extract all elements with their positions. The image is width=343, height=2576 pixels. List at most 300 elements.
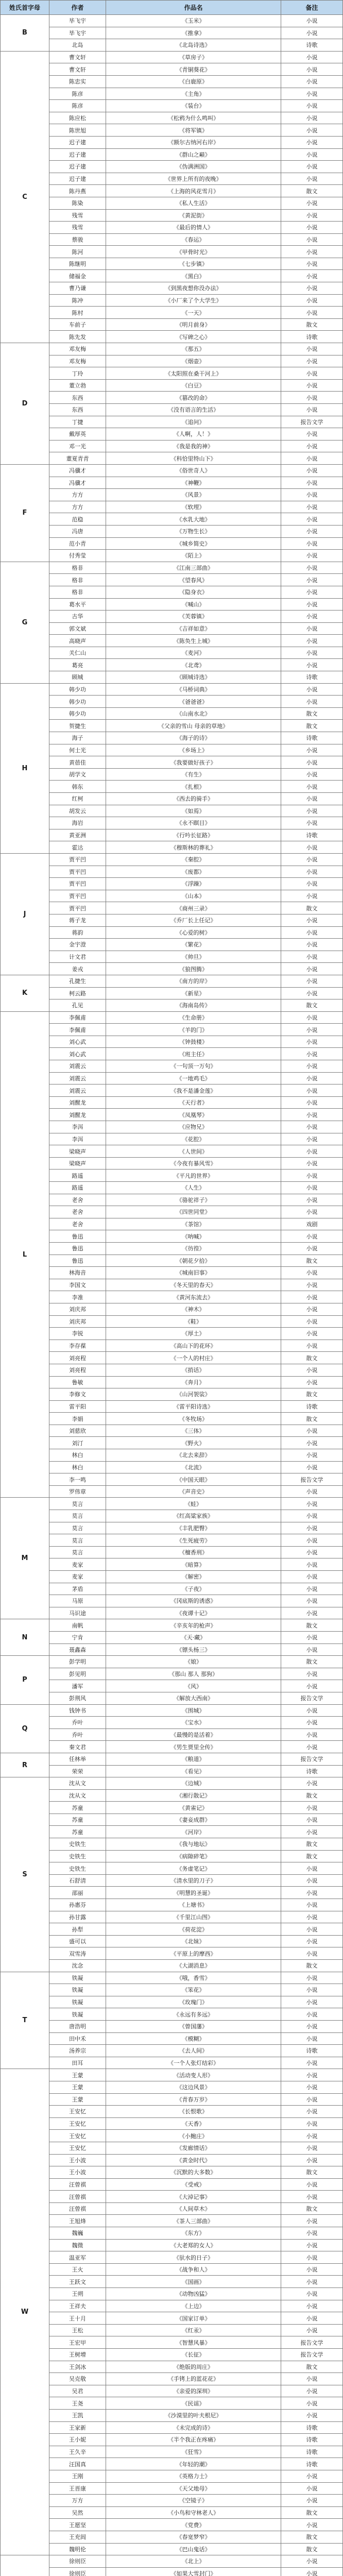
- table-row: [49, 854, 343, 866]
- author-cell: 吴克敬: [49, 2373, 106, 2385]
- author-cell: 王凯: [49, 2410, 106, 2422]
- author-cell: 王充闾: [49, 2531, 106, 2544]
- title-cell: 《群山之巅》: [106, 149, 281, 161]
- author-cell: 雷平阳: [49, 1401, 106, 1413]
- note-cell: 小说: [281, 659, 343, 671]
- note-cell: 小说: [281, 1522, 343, 1535]
- title-cell: 《春运》: [106, 234, 281, 246]
- author-cell: 东西: [49, 392, 106, 404]
- author-cell: 陈忠实: [49, 76, 106, 88]
- author-cell: 刘亮程: [49, 1364, 106, 1377]
- note-cell: 小说: [281, 1996, 343, 2009]
- group-rows: [49, 343, 343, 465]
- table-row: [49, 1121, 343, 1133]
- author-cell: 贾平凹: [49, 854, 106, 866]
- author-cell: 王小波: [49, 2166, 106, 2179]
- table-row: [49, 902, 343, 914]
- title-cell: 《钟鼓楼》: [106, 1036, 281, 1048]
- title-cell: 《万物生长》: [106, 526, 281, 538]
- table-row: [49, 574, 343, 586]
- initial-letter: G: [1, 562, 49, 684]
- author-cell: 王安忆: [49, 2142, 106, 2155]
- note-cell: 小说: [281, 1133, 343, 1146]
- author-cell: 汤养宗: [49, 2045, 106, 2057]
- initial-group: [1, 52, 343, 343]
- author-cell: 王刚: [49, 2470, 106, 2483]
- author-cell: 王愿坚: [49, 2519, 106, 2531]
- group-rows: [49, 562, 343, 684]
- author-cell: 老舍: [49, 1218, 106, 1231]
- note-cell: 小说: [281, 817, 343, 829]
- table-row: [49, 2251, 343, 2264]
- title-cell: 《如果大雪封门》: [106, 2568, 281, 2576]
- author-cell: 徐则臣: [49, 2555, 106, 2568]
- note-cell: 诗歌: [281, 829, 343, 842]
- note-cell: 诗歌: [281, 331, 343, 343]
- title-cell: 《大湖消息》: [106, 1960, 281, 1972]
- author-cell: 彭荆风: [49, 1692, 106, 1705]
- author-cell: 陈应松: [49, 112, 106, 125]
- note-cell: 小说: [281, 2373, 343, 2385]
- note-cell: 小说: [281, 2033, 343, 2045]
- table-row: [49, 2531, 343, 2544]
- table-row: [49, 2385, 343, 2398]
- author-cell: 北岛: [49, 39, 106, 52]
- note-cell: 小说: [281, 1729, 343, 1741]
- table-row: [49, 185, 343, 197]
- author-cell: 黄亚洲: [49, 829, 106, 842]
- author-cell: 荣荣: [49, 1766, 106, 1778]
- note-cell: 小说: [281, 513, 343, 526]
- title-cell: 《废都》: [106, 866, 281, 878]
- note-cell: 小说: [281, 769, 343, 781]
- group-rows: [49, 1619, 343, 1656]
- author-cell: 麦家: [49, 1571, 106, 1583]
- author-cell: 董夏青青: [49, 452, 106, 465]
- title-cell: 《玫瑰门》: [106, 1996, 281, 2009]
- title-cell: 《隐身衣》: [106, 586, 281, 599]
- table-row: [49, 2240, 343, 2252]
- author-cell: 海岩: [49, 817, 106, 829]
- author-cell: 邓友梅: [49, 343, 106, 355]
- author-cell: 刘汀: [49, 1437, 106, 1449]
- title-cell: 《松鸦为什么鸣叫》: [106, 112, 281, 125]
- table-row: [49, 428, 343, 440]
- author-cell: 路遥: [49, 1170, 106, 1182]
- author-cell: 史铁生: [49, 1838, 106, 1851]
- author-cell: 王安忆: [49, 2118, 106, 2130]
- title-cell: 《驮水的日子》: [106, 2251, 281, 2264]
- note-cell: 小说: [281, 124, 343, 137]
- table-row: [49, 1109, 343, 1121]
- table-row: [49, 1766, 343, 1778]
- author-cell: 邓友梅: [49, 355, 106, 368]
- note-cell: 小说: [281, 355, 343, 368]
- author-cell: 苏童: [49, 1814, 106, 1826]
- note-cell: 小说: [281, 258, 343, 270]
- note-cell: 小说: [281, 2057, 343, 2070]
- title-cell: 《天父地母》: [106, 2483, 281, 2495]
- table-header: [1, 1, 343, 15]
- title-cell: 《围城》: [106, 1705, 281, 1717]
- note-cell: 小说: [281, 2155, 343, 2167]
- note-cell: 小说: [281, 1206, 343, 1218]
- table-row: [49, 1182, 343, 1194]
- author-cell: 迟子建: [49, 149, 106, 161]
- initial-group: [1, 684, 343, 854]
- note-cell: 诗歌: [281, 2458, 343, 2470]
- table-row: [49, 1036, 343, 1048]
- table-row: [49, 1291, 343, 1303]
- table-row: [49, 1595, 343, 1607]
- author-cell: 石舒清: [49, 1875, 106, 1887]
- author-cell: 莫言: [49, 1534, 106, 1547]
- table-row: [49, 732, 343, 744]
- note-cell: 小说: [281, 805, 343, 818]
- title-cell: 《上海的风花雪月》: [106, 185, 281, 197]
- table-row: [49, 1571, 343, 1583]
- author-cell: 储福金: [49, 270, 106, 282]
- title-cell: 《永远有多远》: [106, 2008, 281, 2021]
- initial-letter: T: [1, 1972, 49, 2070]
- author-cell: 铁凝: [49, 1984, 106, 1996]
- author-cell: 曹乃谦: [49, 282, 106, 295]
- author-cell: 陈村: [49, 307, 106, 319]
- note-cell: 小说: [281, 562, 343, 574]
- note-cell: 小说: [281, 367, 343, 380]
- note-cell: 小说: [281, 623, 343, 635]
- title-cell: 《小鸟和守林老人》: [106, 2507, 281, 2519]
- title-cell: 《病隙碎笔》: [106, 1851, 281, 1863]
- title-cell: 《镖头杨三》: [106, 1644, 281, 1656]
- title-cell: 《白豆》: [106, 380, 281, 392]
- table-row: [49, 963, 343, 975]
- author-cell: 汪国真: [49, 2458, 106, 2470]
- author-cell: 温亚军: [49, 2251, 106, 2264]
- author-cell: 王十月: [49, 2312, 106, 2325]
- author-cell: 刘庆邦: [49, 1316, 106, 1328]
- author-cell: 老舍: [49, 1194, 106, 1207]
- table-row: [49, 1826, 343, 1838]
- note-cell: 报告文学: [281, 416, 343, 429]
- table-row: [49, 2336, 343, 2349]
- note-cell: 小说: [281, 197, 343, 210]
- note-cell: 散文: [281, 1388, 343, 1401]
- title-cell: 《陈奂生上城》: [106, 635, 281, 647]
- table-row: [49, 2361, 343, 2374]
- note-cell: 小说: [281, 2179, 343, 2191]
- title-cell: 《永不瞑目》: [106, 817, 281, 829]
- initial-group: [1, 343, 343, 465]
- author-cell: 贾平凹: [49, 866, 106, 878]
- author-cell: 莫言: [49, 1498, 106, 1510]
- table-row: [49, 696, 343, 708]
- note-cell: 小说: [281, 1705, 343, 1717]
- author-cell: 刘庆邦: [49, 1303, 106, 1316]
- title-cell: 《骆驼祥子》: [106, 1194, 281, 1207]
- author-cell: 唐浩明: [49, 2021, 106, 2033]
- table-row: [49, 2203, 343, 2215]
- author-cell: 吴然: [49, 2507, 106, 2519]
- group-rows: [49, 1498, 343, 1619]
- title-cell: 《顾城诗选》: [106, 671, 281, 684]
- table-row: [49, 1486, 343, 1498]
- table-row: [49, 720, 343, 732]
- author-cell: 邓一光: [49, 440, 106, 453]
- author-cell: 汪曾祺: [49, 2179, 106, 2191]
- author-cell: 刘震云: [49, 1084, 106, 1097]
- table-row: [49, 1984, 343, 1996]
- table-row: [49, 501, 343, 514]
- author-cell: 王小妮: [49, 2434, 106, 2446]
- title-cell: 《草房子》: [106, 52, 281, 64]
- author-cell: 李锐: [49, 1328, 106, 1340]
- table-row: [49, 2470, 343, 2483]
- table-row: [49, 1510, 343, 1522]
- title-cell: 《主角》: [106, 88, 281, 100]
- note-cell: 小说: [281, 914, 343, 927]
- table-row: [49, 331, 343, 343]
- initial-group: [1, 2555, 343, 2576]
- author-cell: 李存葆: [49, 1340, 106, 1352]
- author-cell: 贾平凹: [49, 902, 106, 914]
- author-cell: 丁玲: [49, 367, 106, 380]
- note-cell: 散文: [281, 902, 343, 914]
- author-cell: 潘军: [49, 1680, 106, 1692]
- table-row: [49, 635, 343, 647]
- table-row: [49, 1060, 343, 1073]
- table-row: [49, 1437, 343, 1449]
- table-row: [49, 1668, 343, 1681]
- table-row: [49, 2142, 343, 2155]
- author-cell: 王跃文: [49, 2276, 106, 2288]
- note-cell: 小说: [281, 2130, 343, 2142]
- note-cell: 报告文学: [281, 2336, 343, 2349]
- note-cell: 小说: [281, 963, 343, 975]
- author-cell: 茅盾: [49, 1583, 106, 1596]
- author-cell: 沈从文: [49, 1777, 106, 1790]
- table-row: [49, 282, 343, 295]
- title-cell: 《白鹿原》: [106, 76, 281, 88]
- author-cell: 彭学明: [49, 1656, 106, 1668]
- table-row: [49, 1097, 343, 1109]
- table-row: [49, 1607, 343, 1620]
- table-row: [49, 1547, 343, 1559]
- note-cell: 小说: [281, 1437, 343, 1449]
- table-row: [49, 2215, 343, 2227]
- note-cell: 小说: [281, 1097, 343, 1109]
- note-cell: 小说: [281, 1425, 343, 1437]
- title-cell: 《水乳大地》: [106, 513, 281, 526]
- author-cell: 王旭烽: [49, 2215, 106, 2227]
- author-cell: 鲁迅: [49, 1255, 106, 1267]
- note-cell: 小说: [281, 2008, 343, 2021]
- initial-group: [1, 1705, 343, 1753]
- table-row: [49, 76, 343, 88]
- author-cell: 胡发云: [49, 805, 106, 818]
- author-cell: 顾城: [49, 671, 106, 684]
- note-cell: 小说: [281, 2227, 343, 2240]
- note-cell: 小说: [281, 1121, 343, 1133]
- note-cell: 小说: [281, 1182, 343, 1194]
- author-cell: 刘震云: [49, 1060, 106, 1073]
- title-cell: 《陌上》: [106, 550, 281, 562]
- author-cell: 计文君: [49, 951, 106, 963]
- note-cell: 小说: [281, 2470, 343, 2483]
- initial-group: [1, 1777, 343, 1972]
- author-cell: 马原: [49, 1595, 106, 1607]
- author-cell: 冯唐: [49, 526, 106, 538]
- initial-group: [1, 975, 343, 1012]
- title-cell: 《宝水》: [106, 1717, 281, 1729]
- title-cell: 《智慧风暴》: [106, 2336, 281, 2349]
- table-row: [49, 2544, 343, 2556]
- author-cell: 林海音: [49, 1267, 106, 1279]
- author-cell: 冯骥才: [49, 465, 106, 477]
- note-cell: 小说: [281, 295, 343, 307]
- initial-letter: D: [1, 343, 49, 465]
- note-cell: 小说: [281, 2142, 343, 2155]
- note-cell: 报告文学: [281, 1692, 343, 1705]
- table-row: [49, 52, 343, 64]
- title-cell: 《亲爱的深圳》: [106, 2385, 281, 2398]
- table-row: [49, 1911, 343, 1924]
- author-cell: 乔叶: [49, 1729, 106, 1741]
- author-cell: 王朔: [49, 2288, 106, 2300]
- author-cell: 格非: [49, 574, 106, 586]
- author-cell: 铁凝: [49, 2008, 106, 2021]
- group-rows: [49, 854, 343, 975]
- note-cell: 散文: [281, 1413, 343, 1425]
- note-cell: 小说: [281, 173, 343, 185]
- header-title: 作品名: [106, 1, 281, 15]
- initial-letter: R: [1, 1753, 49, 1777]
- author-cell: 王晋康: [49, 2483, 106, 2495]
- author-cell: 乔叶: [49, 1717, 106, 1729]
- note-cell: 小说: [281, 1583, 343, 1596]
- title-cell: 《战争和人》: [106, 2264, 281, 2276]
- note-cell: 小说: [281, 1558, 343, 1571]
- title-cell: 《高山下的花环》: [106, 1340, 281, 1352]
- author-cell: 任林举: [49, 1753, 106, 1766]
- table-row: [49, 1947, 343, 1960]
- note-cell: 小说: [281, 599, 343, 611]
- title-cell: 《东方》: [106, 2227, 281, 2240]
- note-cell: 小说: [281, 2300, 343, 2313]
- title-cell: 《南方的岸》: [106, 975, 281, 988]
- note-cell: 小说: [281, 2240, 343, 2252]
- note-cell: 小说: [281, 234, 343, 246]
- author-cell: 范稳: [49, 513, 106, 526]
- title-cell: 《北鸢》: [106, 659, 281, 671]
- table-row: [49, 2483, 343, 2495]
- table-row: [49, 1012, 343, 1024]
- initial-letter: J: [1, 854, 49, 975]
- group-rows: [49, 2555, 343, 2576]
- author-cell: 贺捷生: [49, 720, 106, 732]
- group-rows: [49, 1012, 343, 1498]
- title-cell: 《追问》: [106, 416, 281, 429]
- title-cell: 《新星》: [106, 988, 281, 1000]
- group-rows: [49, 15, 343, 52]
- author-cell: 林白: [49, 1462, 106, 1474]
- note-cell: 散文: [281, 1960, 343, 1972]
- title-cell: 《小厂来了个大学生》: [106, 295, 281, 307]
- title-cell: 《务虚笔记》: [106, 1862, 281, 1875]
- title-cell: 《解放大西南》: [106, 1692, 281, 1705]
- title-cell: 《小鲍庄》: [106, 2130, 281, 2142]
- note-cell: 戏剧: [281, 1218, 343, 1231]
- author-cell: 陈彦: [49, 100, 106, 112]
- title-cell: 《心爱的树》: [106, 927, 281, 939]
- group-rows: [49, 1753, 343, 1777]
- table-row: [49, 1644, 343, 1656]
- title-cell: 《科恰里特山下》: [106, 452, 281, 465]
- table-row: [49, 2373, 343, 2385]
- title-cell: 《乡场上》: [106, 744, 281, 757]
- author-cell: 刘醒龙: [49, 1109, 106, 1121]
- author-cell: 沈从文: [49, 1790, 106, 1802]
- title-cell: 《狂雪》: [106, 2446, 281, 2459]
- author-cell: 蒋韵: [49, 927, 106, 939]
- author-cell: 王小波: [49, 2155, 106, 2167]
- table-row: [49, 489, 343, 501]
- table-row: [49, 1024, 343, 1036]
- note-cell: 小说: [281, 854, 343, 866]
- title-cell: 《黄河东流去》: [106, 1291, 281, 1303]
- title-cell: 《山南水北》: [106, 708, 281, 720]
- table-row: [49, 1352, 343, 1364]
- note-cell: 小说: [281, 2555, 343, 2568]
- title-cell: 《子夜》: [106, 1583, 281, 1596]
- author-cell: 格非: [49, 562, 106, 574]
- title-cell: 《帅旦》: [106, 951, 281, 963]
- title-cell: 《辛亥年的枪声》: [106, 1619, 281, 1632]
- author-cell: 关仁山: [49, 647, 106, 659]
- author-cell: 古华: [49, 611, 106, 623]
- title-cell: 《人世间》: [106, 1145, 281, 1158]
- note-cell: 小说: [281, 1486, 343, 1498]
- author-cell: 李佩甫: [49, 1024, 106, 1036]
- table-row: [49, 2191, 343, 2203]
- note-cell: 诗歌: [281, 671, 343, 684]
- table-row: [49, 1960, 343, 1972]
- title-cell: 《三体》: [106, 1425, 281, 1437]
- author-cell: 马识途: [49, 1607, 106, 1620]
- note-cell: 小说: [281, 1279, 343, 1292]
- author-cell: 田耳: [49, 2057, 106, 2070]
- note-cell: 小说: [281, 2118, 343, 2130]
- table-row: [49, 416, 343, 429]
- table-row: [49, 2397, 343, 2410]
- table-row: [49, 2033, 343, 2045]
- author-cell: 何士光: [49, 744, 106, 757]
- note-cell: 小说: [281, 452, 343, 465]
- table-row: [49, 793, 343, 805]
- table-row: [49, 307, 343, 319]
- table-row: [49, 817, 343, 829]
- table-row: [49, 234, 343, 246]
- note-cell: 小说: [281, 1899, 343, 1911]
- table-row: [49, 39, 343, 52]
- title-cell: 《班主任》: [106, 1048, 281, 1060]
- title-cell: 《父亲的雪山 母亲的草地》: [106, 720, 281, 732]
- title-cell: 《西去的骑手》: [106, 793, 281, 805]
- author-cell: 王宏甲: [49, 2336, 106, 2349]
- title-cell: 《黄雀记》: [106, 1802, 281, 1814]
- table-row: [49, 829, 343, 842]
- author-cell: 鲁迅: [49, 1243, 106, 1255]
